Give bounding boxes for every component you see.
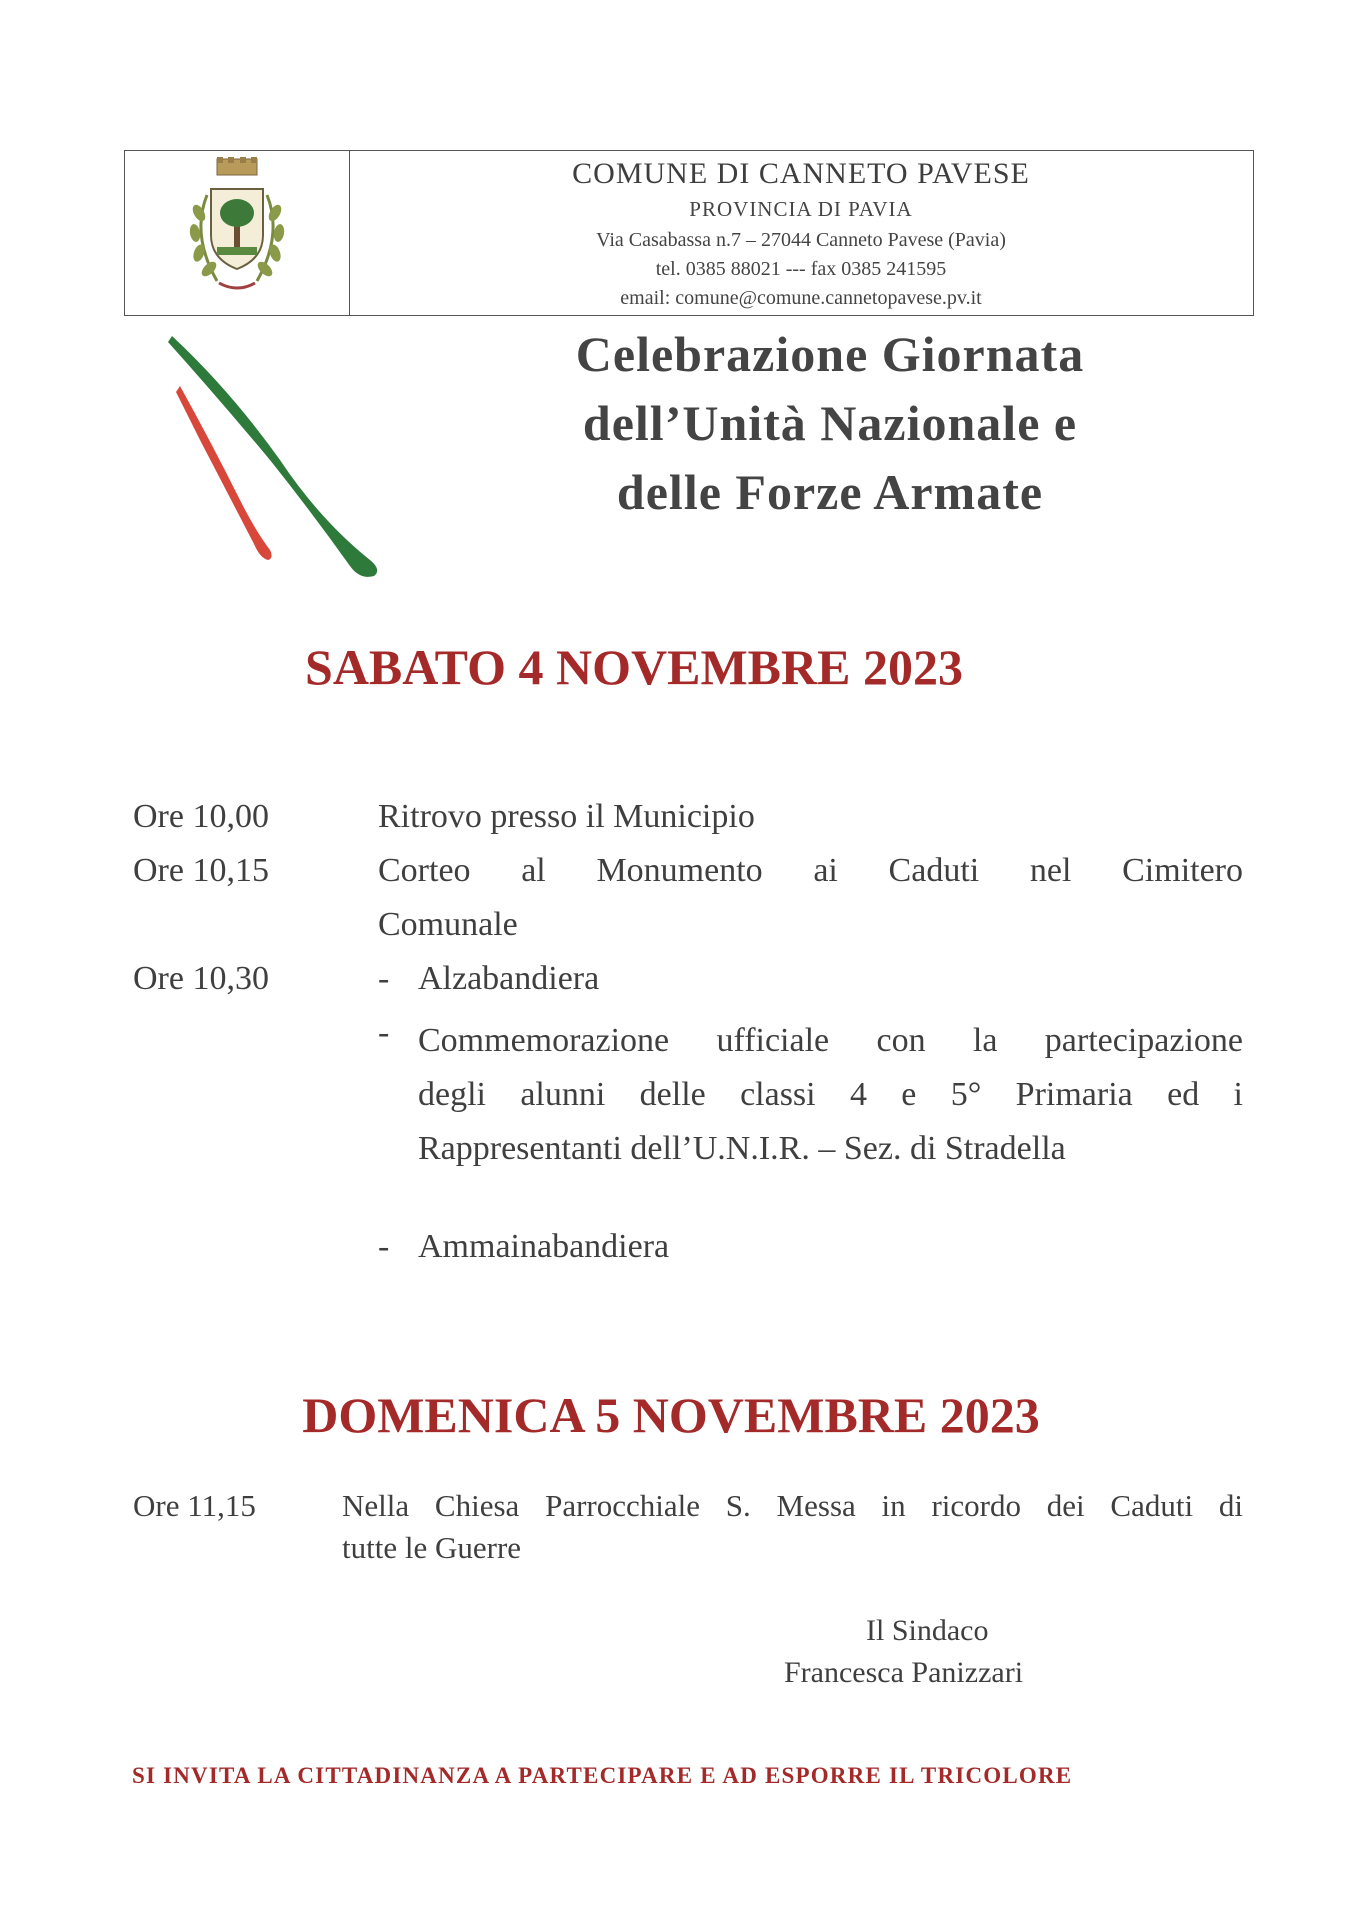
event-time: Ore 10,30 — [133, 960, 269, 997]
address-line: Via Casabassa n.7 – 27044 Canneto Pavese (Pavia) — [596, 229, 1006, 251]
event-text: Nella Chiesa Parrocchiale S. Messa in ricordo dei Caduti di — [342, 1488, 1243, 1523]
bullet-line: Alzabandiera — [418, 960, 600, 997]
signature-role: Il Sindaco — [866, 1614, 989, 1647]
crest-cell — [125, 151, 350, 315]
event-time: Ore 11,15 — [133, 1488, 256, 1523]
footer-invitation: SI INVITA LA CITTADINANZA A PARTECIPARE E AD ESPORRE IL TRICOLORE — [132, 1763, 1073, 1788]
bullet-text — [418, 960, 1243, 998]
bullet-line: Commemorazione ufficiale con la partecipazione — [418, 1022, 1243, 1059]
event-time: Ore 10,15 — [133, 852, 269, 889]
event-time: Ore 10,00 — [133, 798, 269, 835]
event-text: Ritrovo presso il Municipio — [378, 798, 755, 835]
sunday-date: DOMENICA 5 NOVEMBRE 2023 — [302, 1387, 1040, 1443]
title-line-3: delle Forze Armate — [616, 464, 1044, 520]
event-text: Comunale — [378, 906, 518, 943]
signature-name: Francesca Panizzari — [784, 1656, 1024, 1689]
bullet-line: Rappresentanti dell’U.N.I.R. – Sez. di Stradella — [418, 1130, 1066, 1167]
bullet-dash: - — [378, 1014, 390, 1051]
letterhead-box — [124, 150, 1254, 316]
municipal-crest-icon — [177, 155, 297, 305]
event-text: tutte le Guerre — [342, 1530, 522, 1565]
event-text: Corteo al Monumento ai Caduti nel Cimitero — [378, 852, 1243, 889]
saturday-date: SABATO 4 NOVEMBRE 2023 — [305, 639, 963, 695]
municipality-name: COMUNE DI CANNETO PAVESE — [572, 157, 1030, 190]
title-line-2: dell’Unità Nazionale e — [582, 395, 1078, 451]
phone-line: tel. 0385 88021 --- fax 0385 241595 — [655, 258, 947, 280]
tricolor-brush-icon — [160, 330, 390, 590]
bullet-line: Ammainabandiera — [418, 1228, 670, 1265]
letterhead-text — [349, 151, 1253, 315]
email-line: email: comune@comune.cannetopavese.pv.it — [620, 287, 982, 309]
bullet-text — [418, 1228, 1243, 1266]
bullet-text — [418, 1014, 1243, 1176]
bullet-line: degli alunni delle classi 4 e 5° Primaria ed i — [418, 1076, 1243, 1113]
bullet-dash: - — [378, 960, 390, 997]
title-line-1: Celebrazione Giornata — [575, 326, 1085, 382]
province-name: PROVINCIA DI PAVIA — [689, 197, 913, 221]
bullet-dash: - — [378, 1228, 390, 1265]
